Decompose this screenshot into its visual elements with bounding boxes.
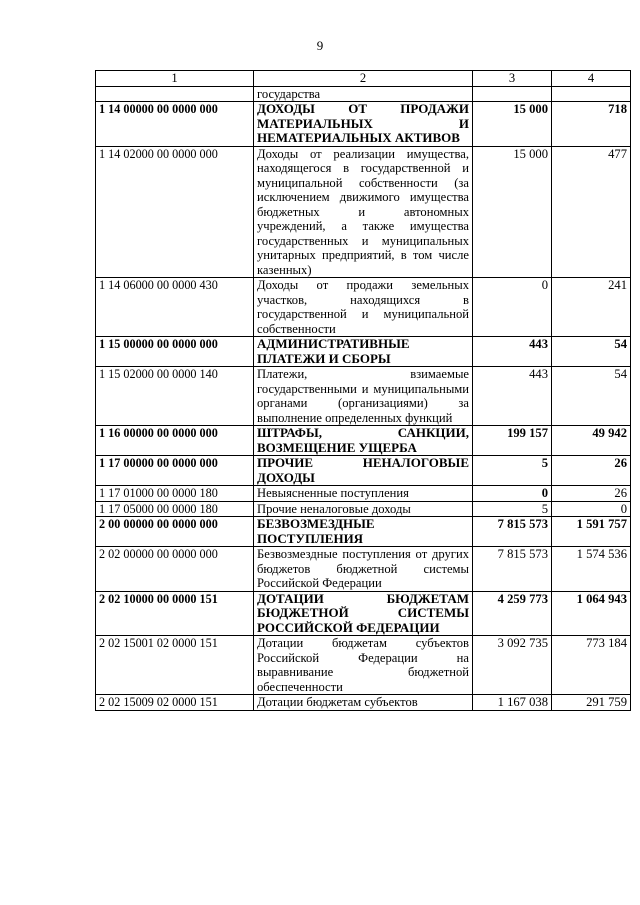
- budget-code-cell: 2 00 00000 00 0000 000: [96, 517, 254, 547]
- table-row: [96, 337, 631, 367]
- table-row: [96, 367, 631, 426]
- revenue-name-cell: АДМИНИСТРАТИВНЫЕ ПЛАТЕЖИ И СБОРЫ: [254, 337, 473, 367]
- table-row: [96, 86, 631, 102]
- plan-value-cell: 199 157: [473, 426, 552, 456]
- plan-value-cell: 7 815 573: [473, 547, 552, 592]
- budget-code-cell: 2 02 15009 02 0000 151: [96, 695, 254, 711]
- plan-value-cell: 5: [473, 456, 552, 486]
- table-row: [96, 486, 631, 502]
- table-row: [96, 146, 631, 278]
- actual-value-cell: 773 184: [552, 636, 631, 695]
- header-col-1: 1: [96, 71, 254, 87]
- header-col-3: 3: [473, 71, 552, 87]
- budget-code-cell: 1 14 02000 00 0000 000: [96, 146, 254, 278]
- plan-value-cell: 3 092 735: [473, 636, 552, 695]
- revenue-name-cell: ПРОЧИЕ НЕНАЛОГОВЫЕ ДОХОДЫ: [254, 456, 473, 486]
- table-row: [96, 426, 631, 456]
- actual-value-cell: [552, 86, 631, 102]
- table-row: [96, 547, 631, 592]
- budget-code-cell: 1 14 06000 00 0000 430: [96, 278, 254, 337]
- plan-value-cell: 5: [473, 501, 552, 517]
- actual-value-cell: 49 942: [552, 426, 631, 456]
- budget-code-cell: 1 14 00000 00 0000 000: [96, 102, 254, 147]
- table-row: [96, 278, 631, 337]
- actual-value-cell: 54: [552, 367, 631, 426]
- revenue-table: [95, 70, 631, 711]
- actual-value-cell: 241: [552, 278, 631, 337]
- actual-value-cell: 477: [552, 146, 631, 278]
- budget-code-cell: 2 02 10000 00 0000 151: [96, 591, 254, 636]
- actual-value-cell: 54: [552, 337, 631, 367]
- plan-value-cell: 7 815 573: [473, 517, 552, 547]
- table-row: [96, 695, 631, 711]
- actual-value-cell: 26: [552, 486, 631, 502]
- actual-value-cell: 1 591 757: [552, 517, 631, 547]
- budget-code-cell: 1 15 00000 00 0000 000: [96, 337, 254, 367]
- revenue-name-cell: Дотации бюджетам субъектов Российской Федерации на выравнивание бюджетной обеспеченности: [254, 636, 473, 695]
- plan-value-cell: 0: [473, 278, 552, 337]
- page-number: 9: [316, 38, 324, 53]
- table-row: [96, 591, 631, 636]
- revenue-name-cell: Безвозмездные поступления от других бюджетов бюджетной системы Российской Федерации: [254, 547, 473, 592]
- budget-code-cell: 1 16 00000 00 0000 000: [96, 426, 254, 456]
- revenue-name-cell: ШТРАФЫ, САНКЦИИ, ВОЗМЕЩЕНИЕ УЩЕРБА: [254, 426, 473, 456]
- plan-value-cell: 443: [473, 337, 552, 367]
- revenue-name-cell: Прочие неналоговые доходы: [254, 501, 473, 517]
- table-row: [96, 636, 631, 695]
- plan-value-cell: [473, 86, 552, 102]
- actual-value-cell: 291 759: [552, 695, 631, 711]
- table-row: [96, 517, 631, 547]
- revenue-name-cell: ДОТАЦИИ БЮДЖЕТАМ БЮДЖЕТНОЙ СИСТЕМЫ РОССИЙСКОЙ ФЕДЕРАЦИИ: [254, 591, 473, 636]
- budget-code-cell: 2 02 15001 02 0000 151: [96, 636, 254, 695]
- table-row: [96, 102, 631, 147]
- budget-code-cell: 1 17 00000 00 0000 000: [96, 456, 254, 486]
- plan-value-cell: 1 167 038: [473, 695, 552, 711]
- actual-value-cell: 26: [552, 456, 631, 486]
- revenue-name-cell: Дотации бюджетам субъектов: [254, 695, 473, 711]
- revenue-name-cell: БЕЗВОЗМЕЗДНЫЕ ПОСТУПЛЕНИЯ: [254, 517, 473, 547]
- header-col-4: 4: [552, 71, 631, 87]
- table-header-row: [96, 71, 631, 87]
- budget-code-cell: 2 02 00000 00 0000 000: [96, 547, 254, 592]
- budget-code-cell: [96, 86, 254, 102]
- actual-value-cell: 1 064 943: [552, 591, 631, 636]
- revenue-name-cell: Платежи, взимаемые государственными и муниципальными органами (организациями) за выполнение определенных функций: [254, 367, 473, 426]
- plan-value-cell: 0: [473, 486, 552, 502]
- header-col-2: 2: [254, 71, 473, 87]
- revenue-name-cell: Доходы от реализации имущества, находящегося в государственной и муниципальной собственности (за исключением движимого имущества бюджетных и автономных учреждений, а также имущества государственных и муниципальных унитарных предприятий, в том числе казенных): [254, 146, 473, 278]
- revenue-name-cell: ДОХОДЫ ОТ ПРОДАЖИ МАТЕРИАЛЬНЫХ И НЕМАТЕРИАЛЬНЫХ АКТИВОВ: [254, 102, 473, 147]
- revenue-name-cell: государства: [254, 86, 473, 102]
- actual-value-cell: 0: [552, 501, 631, 517]
- budget-code-cell: 1 17 05000 00 0000 180: [96, 501, 254, 517]
- actual-value-cell: 1 574 536: [552, 547, 631, 592]
- budget-code-cell: 1 15 02000 00 0000 140: [96, 367, 254, 426]
- table-row: [96, 501, 631, 517]
- revenue-name-cell: Доходы от продажи земельных участков, находящихся в государственной и муниципальной собственности: [254, 278, 473, 337]
- plan-value-cell: 15 000: [473, 146, 552, 278]
- actual-value-cell: 718: [552, 102, 631, 147]
- plan-value-cell: 4 259 773: [473, 591, 552, 636]
- plan-value-cell: 443: [473, 367, 552, 426]
- plan-value-cell: 15 000: [473, 102, 552, 147]
- revenue-name-cell: Невыясненные поступления: [254, 486, 473, 502]
- table-row: [96, 456, 631, 486]
- budget-code-cell: 1 17 01000 00 0000 180: [96, 486, 254, 502]
